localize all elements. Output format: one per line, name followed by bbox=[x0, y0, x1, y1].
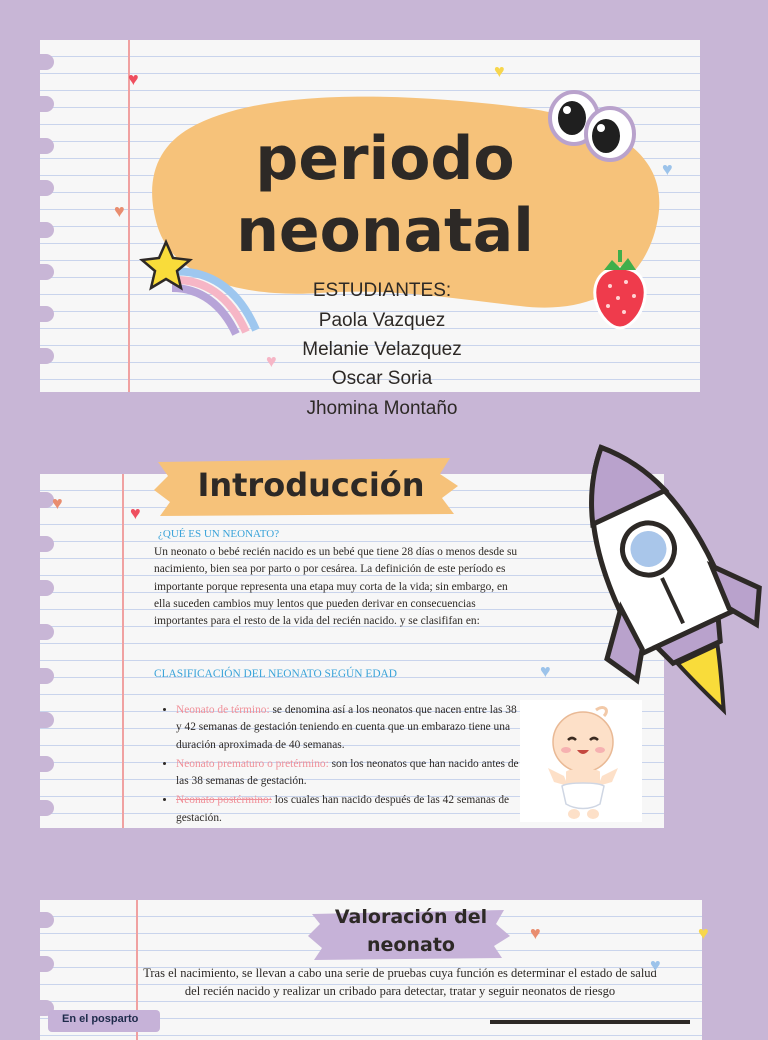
binder-hole bbox=[40, 264, 54, 280]
assessment-heading-line-1: Valoración del bbox=[334, 906, 488, 928]
heart-icon: ♥ bbox=[128, 69, 139, 89]
term-text: son los neonatos que han nacido antes de las 38 semanas de gestación. bbox=[176, 757, 519, 788]
googly-eyes-icon bbox=[548, 88, 638, 168]
binder-hole bbox=[40, 306, 54, 322]
question-heading: ¿QUÉ ES UN NEONATO? bbox=[158, 528, 280, 540]
student-name: Jhomina Montaño bbox=[306, 398, 458, 419]
binder-hole bbox=[40, 712, 54, 728]
slide-title-line-1: periodo bbox=[255, 124, 515, 194]
heart-icon: ♥ bbox=[266, 351, 277, 371]
heart-icon: ♥ bbox=[650, 955, 661, 975]
slide-title-line-2: neonatal bbox=[236, 196, 534, 266]
binder-hole bbox=[40, 624, 54, 640]
classification-heading: CLASIFICACIÓN DEL NEONATO SEGÚN EDAD bbox=[154, 668, 397, 680]
heart-icon: ♥ bbox=[540, 661, 551, 681]
heart-icon: ♥ bbox=[52, 493, 63, 513]
heart-icon: ♥ bbox=[698, 923, 709, 943]
binder-hole bbox=[40, 180, 54, 196]
term-text: se denomina así a los neonatos que nacen entre las 38 y 42 semanas de gestación teniendo en cuenta que un embarazo tiene una duración aproximada de 40 semanas. bbox=[176, 704, 517, 751]
postpartum-label-text: En el posparto bbox=[62, 1013, 139, 1025]
heart-icon: ♥ bbox=[662, 159, 673, 179]
rocket-icon bbox=[556, 428, 768, 728]
heart-icon: ♥ bbox=[114, 201, 125, 221]
assessment-heading-line-2: neonato bbox=[367, 934, 455, 956]
assessment-paragraph: Tras el nacimiento, se llevan a cabo una serie de pruebas cuya función es determinar el estado de salud del recién nacido y realizar un cribado para detectar, tratar y seguir neonatos de riesgo bbox=[143, 966, 657, 998]
term-text: los cuales han nacido después de las 42 semanas de gestación. bbox=[176, 794, 510, 824]
binder-hole bbox=[40, 800, 54, 816]
binder-hole bbox=[40, 912, 54, 928]
binder-hole bbox=[40, 956, 54, 972]
binder-hole bbox=[40, 54, 54, 70]
student-name: Melanie Velazquez bbox=[302, 339, 462, 360]
student-name: Paola Vazquez bbox=[318, 310, 446, 331]
binder-hole bbox=[40, 222, 54, 238]
binder-hole bbox=[40, 536, 54, 552]
postpartum-label bbox=[48, 1010, 160, 1032]
binder-hole bbox=[40, 580, 54, 596]
students-label: ESTUDIANTES: bbox=[312, 280, 452, 301]
list-item bbox=[176, 756, 522, 791]
binder-hole bbox=[40, 138, 54, 154]
binder-hole bbox=[40, 668, 54, 684]
strawberry-icon bbox=[590, 250, 650, 332]
list-item bbox=[176, 792, 522, 827]
list-item bbox=[176, 702, 522, 754]
heart-icon: ♥ bbox=[530, 923, 541, 943]
heart-icon: ♥ bbox=[494, 61, 505, 81]
binder-hole bbox=[40, 756, 54, 772]
introduction-heading: Introducción bbox=[197, 466, 425, 504]
classification-list bbox=[154, 702, 522, 829]
term-label: Neonato de término: bbox=[176, 704, 270, 716]
student-name: Oscar Soria bbox=[331, 368, 433, 389]
binder-hole bbox=[40, 96, 54, 112]
shooting-star-icon bbox=[138, 238, 268, 338]
dark-box bbox=[490, 1020, 690, 1024]
heart-icon: ♥ bbox=[130, 503, 141, 523]
intro-paragraph: Un neonato o bebé recién nacido es un bebé que tiene 28 días o menos desde su nacimiento, bien sea por parto o por cesárea. La definición de este período es importante porque representa una etapa muy corta de la vida; sin embargo, en ella suceden cambios muy lentos que pueden derivar en consecuencias importantes para el resto de la vida del recién nacido. y se clasififan en: bbox=[154, 546, 518, 628]
binder-hole bbox=[40, 348, 54, 364]
term-label: Neonato prematuro o pretérmino: bbox=[176, 757, 329, 770]
term-label: Neonato postérmino: bbox=[176, 794, 272, 807]
